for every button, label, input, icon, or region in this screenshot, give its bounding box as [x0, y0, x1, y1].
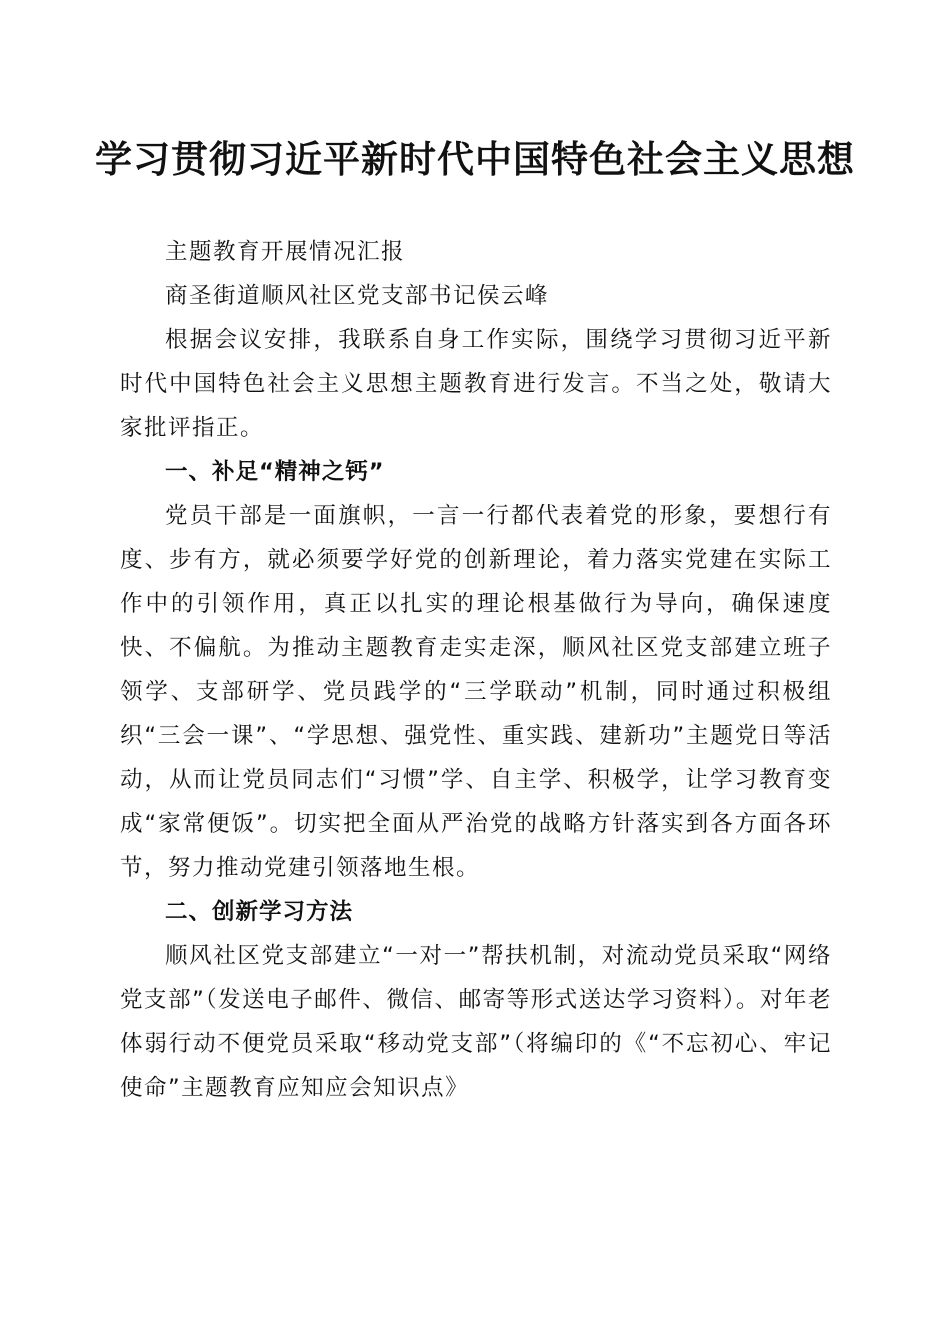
subtitle-paragraph: 主题教育开展情况汇报: [165, 239, 406, 265]
document-title: 学习贯彻习近平新时代中国特色社会主义思想: [95, 137, 855, 181]
section-1-heading: 一、补足“精神之钙”: [165, 459, 385, 485]
section-1-paragraph: 党员干部是一面旗帜，一言一行都代表着党的形象，要想行有度、步有方，就必须要学好党的创新理论，着力落实党建在实际工作中的引领作用，真正以扎实的理论根基做行为导向，确保速度快、不偏航。为推动主题教育走实走深，顺风社区党支部建立班子领学、支部研学、党员践学的“三学联动”机制，同时通过积极组织“三会一课”、“学思想、强党性、重实践、建新功”主题党日等活动，从而让党员同志们“习惯”学、自主学、积极学，让学习教育变成“家常便饭”。切实把全面从严治党的战略方针落实到各方面各环节，努力推动党建引领落地生根。: [120, 503, 832, 881]
intro-paragraph: 根据会议安排，我联系自身工作实际，围绕学习贯彻习近平新时代中国特色社会主义思想主题教育进行发言。不当之处，敬请大家批评指正。: [120, 327, 832, 441]
author-paragraph: 商圣街道顺风社区党支部书记侯云峰: [165, 283, 550, 309]
section-2-paragraph: 顺风社区党支部建立“一对一”帮扶机制，对流动党员采取“网络党支部”（发送电子邮件、微信、邮寄等形式送达学习资料）。对年老体弱行动不便党员采取“移动党支部”（将编印的《“不忘初心、牢记使命”主题教育应知应会知识点》: [120, 943, 832, 1101]
section-2-heading: 二、创新学习方法: [165, 899, 354, 925]
document-body: [120, 230, 832, 1110]
